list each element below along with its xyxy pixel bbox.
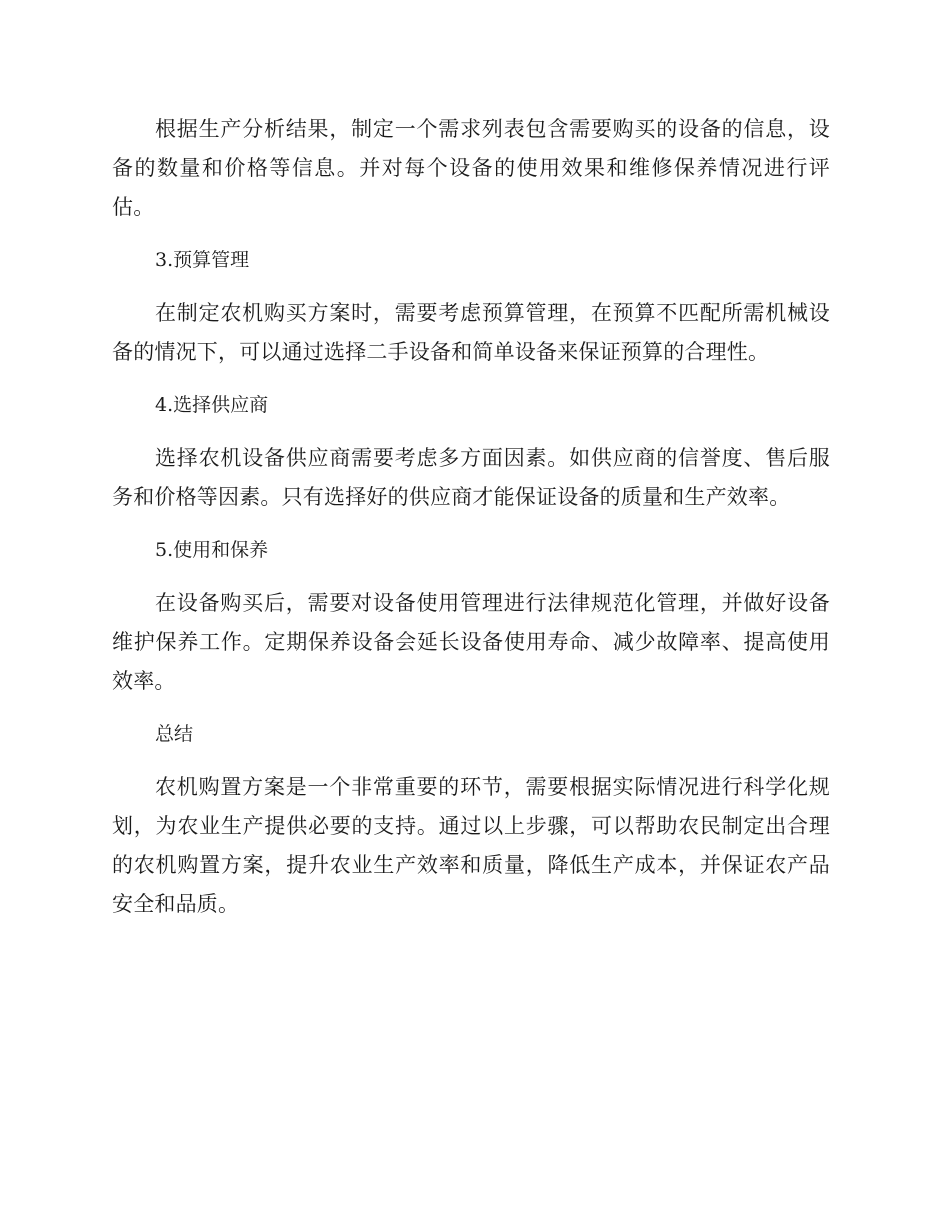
document-body [112,110,830,924]
paragraph-budget-management: 在制定农机购买方案时，需要考虑预算管理，在预算不匹配所需机械设备的情况下，可以通过选择二手设备和简单设备来保证预算的合理性。 [112,301,830,364]
paragraph-requirements-list: 根据生产分析结果，制定一个需求列表包含需要购买的设备的信息，设备的数量和价格等信息。并对每个设备的使用效果和维修保养情况进行评估。 [112,117,830,219]
heading-summary: 总结 [155,723,194,745]
paragraph-choose-supplier: 选择农机设备供应商需要考虑多方面因素。如供应商的信誉度、售后服务和价格等因素。只有选择好的供应商才能保证设备的质量和生产效率。 [112,446,830,509]
heading-use-and-maintenance: 5.使用和保养 [155,539,269,561]
paragraph-summary: 农机购置方案是一个非常重要的环节，需要根据实际情况进行科学化规划，为农业生产提供必要的支持。通过以上步骤，可以帮助农民制定出合理的农机购置方案，提升农业生产效率和质量，降低生产成本，并保证农产品安全和品质。 [112,775,830,916]
paragraph-use-and-maintenance: 在设备购买后，需要对设备使用管理进行法律规范化管理，并做好设备维护保养工作。定期保养设备会延长设备使用寿命、减少故障率、提高使用效率。 [112,591,830,693]
heading-budget-management: 3.预算管理 [155,249,250,271]
heading-choose-supplier: 4.选择供应商 [155,394,269,416]
